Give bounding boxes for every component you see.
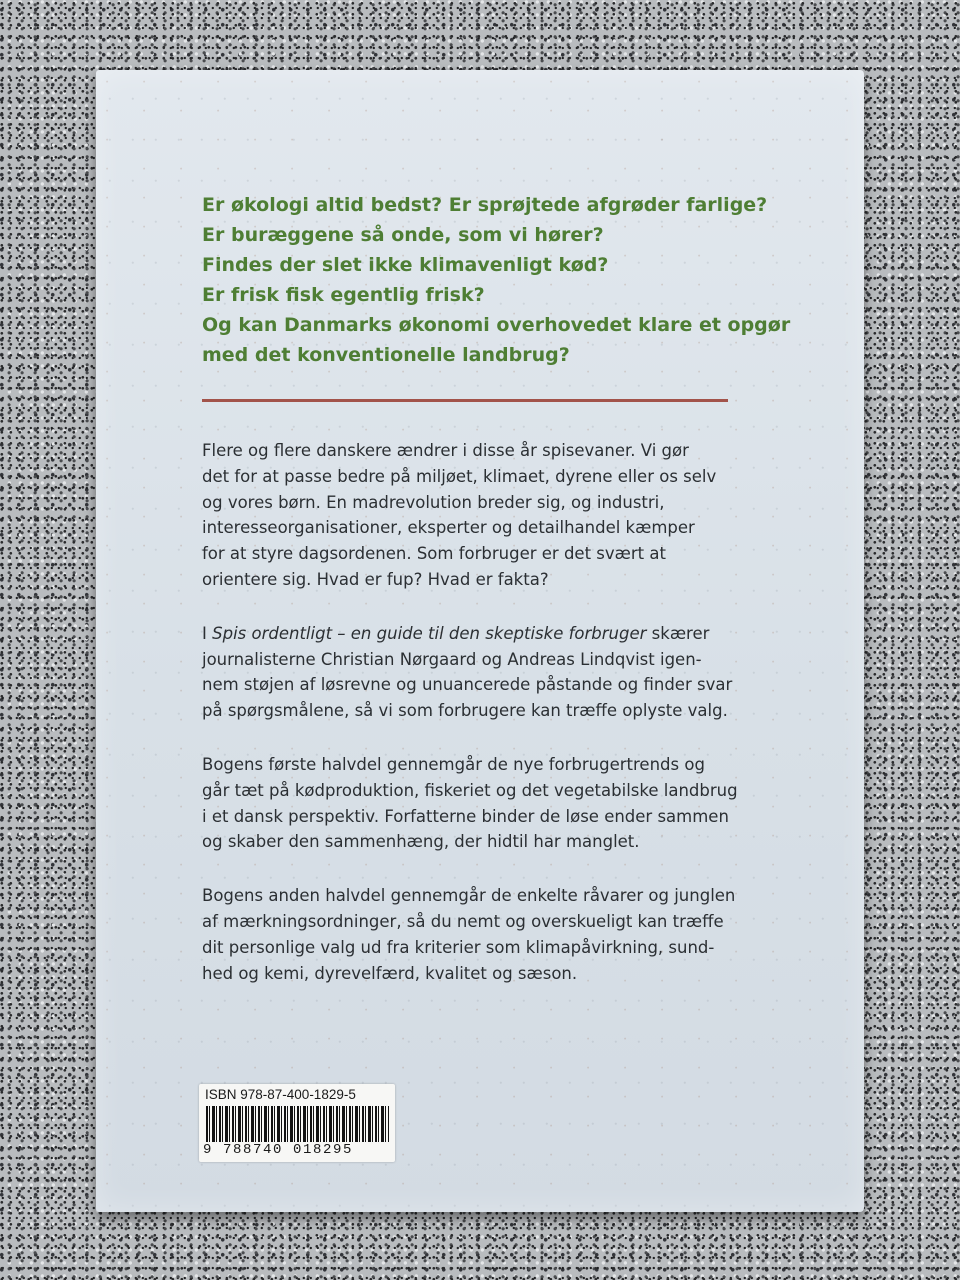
question-line: Og kan Danmarks økonomi overhovedet klare et opgør (202, 314, 791, 336)
text-line (202, 621, 782, 647)
text-line: og vores børn. En madrevolution breder sig, og industri, (202, 492, 665, 512)
text-line: i et dansk perspektiv. Forfatterne binder de løse ender sammen (202, 806, 729, 826)
question-line: Er frisk fisk egentlig frisk? (202, 284, 485, 306)
blurb-paragraph-1 (202, 438, 782, 593)
isbn-label: ISBN 978-87-400-1829-5 (205, 1087, 356, 1102)
text-line: journalisterne Christian Nørgaard og Andreas Lindqvist igen- (202, 649, 702, 669)
text-line: det for at passe bedre på miljøet, klimaet, dyrene eller os selv (202, 466, 717, 486)
text-line: Bogens anden halvdel gennemgår de enkelte råvarer og junglen (202, 886, 736, 906)
question-line: Er buræggene så onde, som vi hører? (202, 224, 604, 246)
question-line: Er økologi altid bedst? Er sprøjtede afgrøder farlige? (202, 194, 768, 216)
barcode-icon (206, 1106, 389, 1144)
text-line: for at styre dagsordenen. Som forbruger er det svært at (202, 544, 666, 564)
blurb-paragraph-2 (202, 621, 782, 724)
book-back-cover (96, 70, 864, 1212)
blurb-paragraph-4 (202, 883, 782, 986)
text-line: interesseorganisationer, eksperter og detailhandel kæmper (202, 518, 695, 538)
text-line: orientere sig. Hvad er fup? Hvad er fakta? (202, 569, 549, 589)
isbn-barcode-sticker (199, 1084, 395, 1162)
text-line: går tæt på kødproduktion, fiskeriet og det vegetabilske landbrug (202, 780, 738, 800)
red-divider-rule (202, 399, 728, 402)
text-line: hed og kemi, dyrevelfærd, kvalitet og sæson. (202, 963, 578, 983)
blurb-paragraph-3 (202, 752, 782, 855)
title-suffix: skærer (646, 623, 710, 643)
text-line: og skaber den sammenhæng, der hidtil har manglet. (202, 832, 640, 852)
blurb-body (202, 438, 782, 1014)
text-line: nem støjen af løsrevne og unuancerede påstande og finder svar (202, 675, 733, 695)
text-line: Flere og flere danskere ændrer i disse år spisevaner. Vi gør (202, 441, 689, 460)
question-list (202, 190, 802, 370)
text-line: af mærkningsordninger, så du nemt og overskueligt kan træffe (202, 911, 724, 931)
barcode-digits: 9 788740 018295 (203, 1142, 393, 1158)
question-line: med det konventionelle landbrug? (202, 344, 570, 366)
text-line: Bogens første halvdel gennemgår de nye forbrugertrends og (202, 754, 705, 774)
question-line: Findes der slet ikke klimavenligt kød? (202, 254, 609, 276)
text-line: dit personlige valg ud fra kriterier som klimapåvirkning, sund- (202, 937, 715, 957)
text-line: på spørgsmålene, så vi som forbrugere kan træffe oplyste valg. (202, 701, 728, 721)
title-prefix: I (202, 623, 213, 643)
book-title: Spis ordentligt – en guide til den skeptiske forbruger (212, 623, 647, 643)
